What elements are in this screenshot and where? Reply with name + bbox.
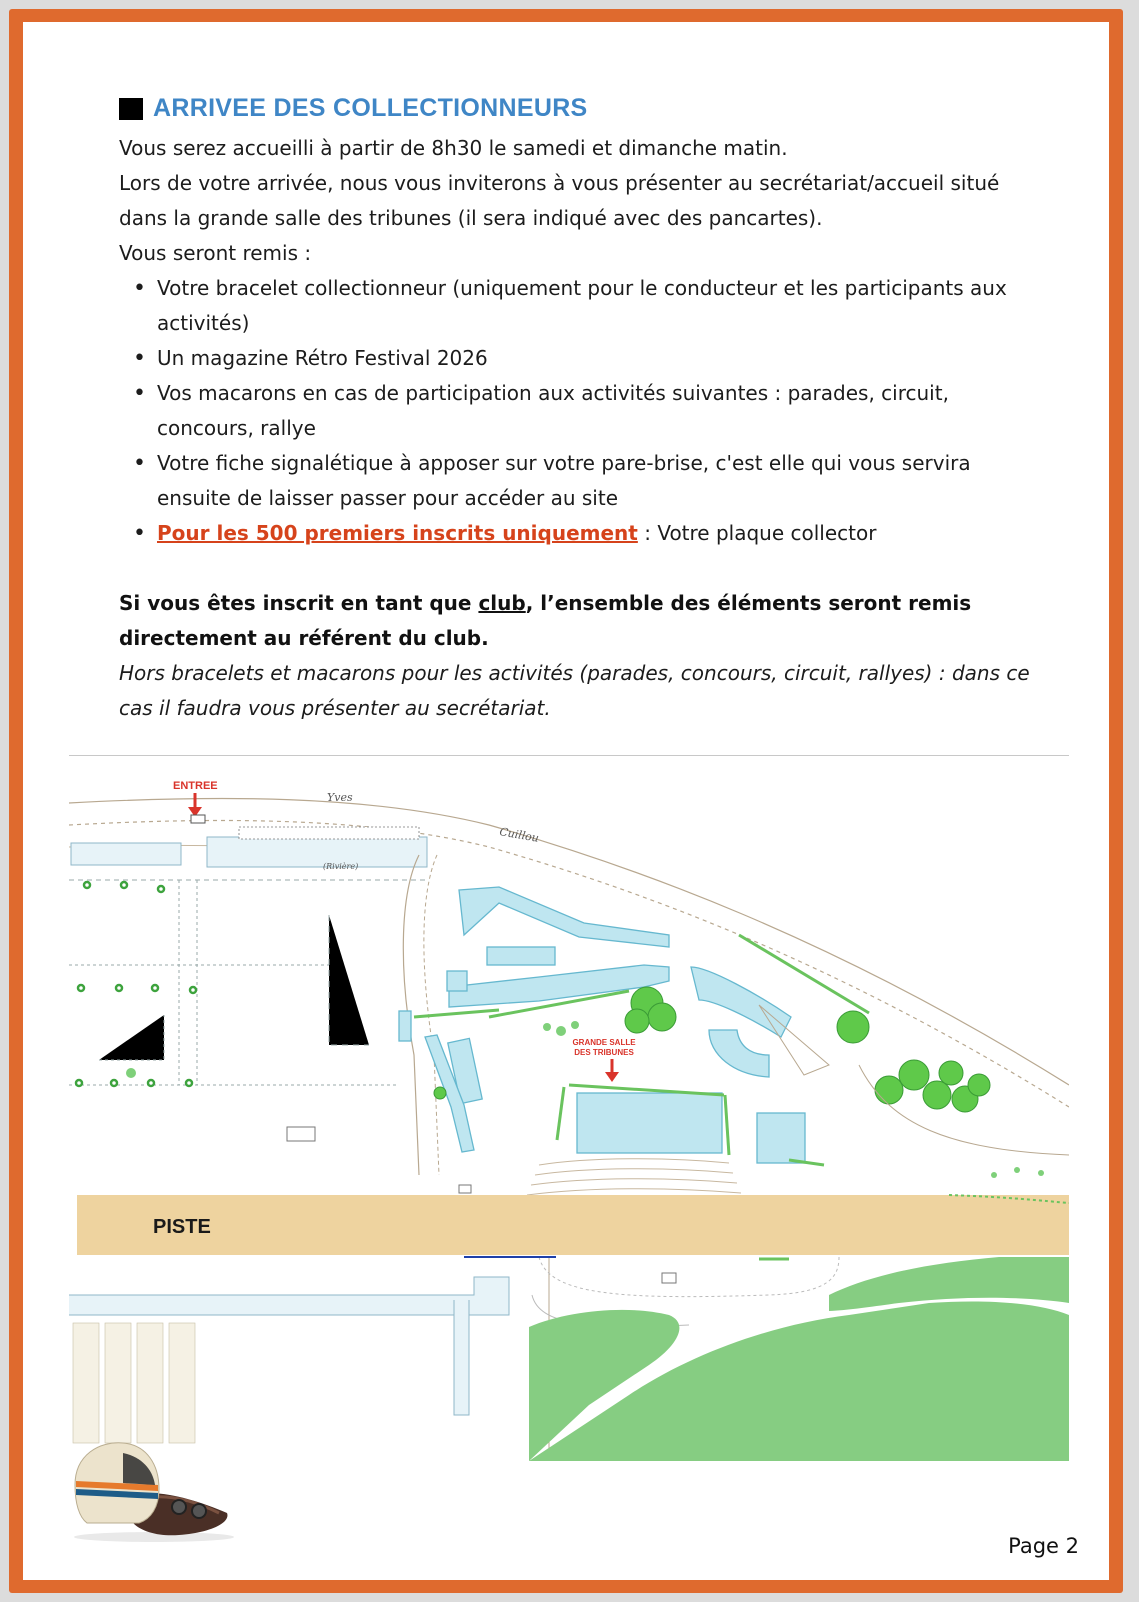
list-item: • Un magazine Rétro Festival 2026 <box>133 341 1049 376</box>
entree-label: ENTREE <box>173 780 218 792</box>
grande-salle-label-2: DES TRIBUNES <box>574 1048 634 1057</box>
list-item-highlight <box>133 516 1049 551</box>
highlight-link[interactable]: Pour les 500 premiers inscrits uniquement <box>157 521 638 545</box>
section-title: ARRIVEE DES COLLECTIONNEURS <box>153 94 588 122</box>
document-page <box>23 22 1109 1580</box>
club-word: club <box>478 591 526 615</box>
heading-square-icon <box>119 98 143 120</box>
street-label-yves: Yves <box>327 791 353 804</box>
site-map <box>69 755 1069 1461</box>
piste-label: PISTE <box>153 1216 211 1238</box>
club-note-part2: , l’ensemble des éléments seront remis directement au référent du club. <box>119 591 972 650</box>
street-label-cuillou: Cuillou <box>498 825 540 845</box>
list-item: • Votre bracelet collectionneur (uniquement pour le conducteur et les participants aux activités) <box>133 271 1049 341</box>
riviere-label: (Rivière) <box>323 862 359 871</box>
section-heading <box>119 94 1049 123</box>
club-note-part1: Si vous êtes inscrit en tant que <box>119 591 479 615</box>
intro-line-3: Vous seront remis : <box>119 241 312 265</box>
page-border <box>9 9 1123 1593</box>
items-list <box>133 271 1049 551</box>
grande-salle-label-1: GRANDE SALLE <box>572 1038 636 1047</box>
page-number: Page 2 <box>1008 1534 1079 1558</box>
list-item: • Vos macarons en cas de participation aux activités suivantes : parades, circuit, concours, rallye <box>133 376 1049 446</box>
main-content <box>119 94 1049 726</box>
intro-line-1: Vous serez accueilli à partir de 8h30 le samedi et dimanche matin. <box>119 136 788 160</box>
helmet-gloves-icon <box>59 1437 239 1547</box>
list-item: • Votre fiche signalétique à apposer sur votre pare-brise, c'est elle qui vous servira ensuite de laisser passer pour accéder au site <box>133 446 1049 516</box>
intro-line-2: Lors de votre arrivée, nous vous inviterons à vous présenter au secrétariat/accueil situé dans la grande salle des tribunes (il sera indiqué avec des pancartes). <box>119 171 1000 230</box>
italic-note: Hors bracelets et macarons pour les activités (parades, concours, circuit, rallyes) : dans ce cas il faudra vous présenter au secrétariat. <box>119 661 1030 720</box>
club-note <box>119 586 1049 656</box>
highlight-rest: : Votre plaque collector <box>637 521 877 545</box>
